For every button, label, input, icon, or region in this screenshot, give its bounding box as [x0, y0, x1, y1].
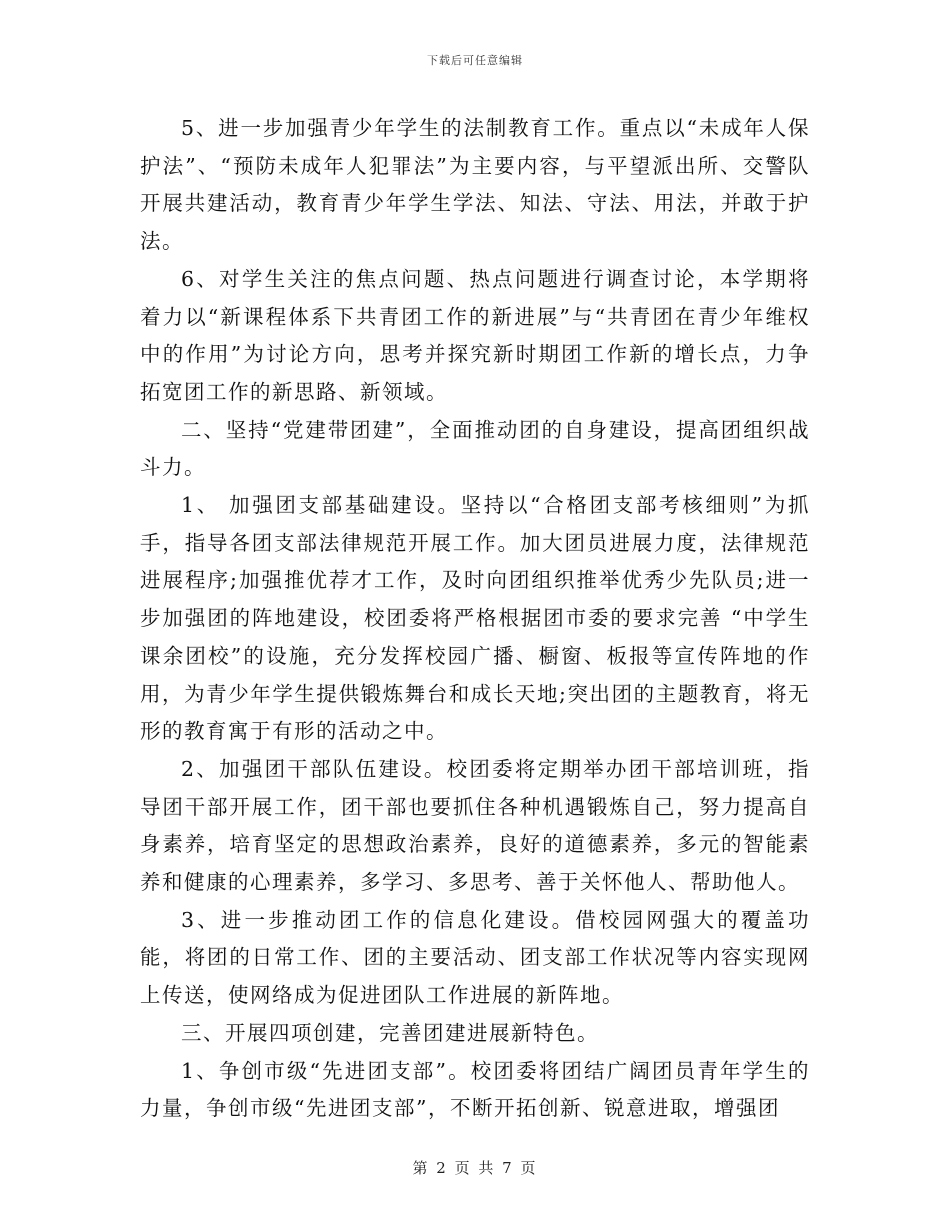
paragraph: 2、加强团干部队伍建设。校团委将定期举办团干部培训班，指导团干部开展工作，团干部也要抓住各种机遇锻炼自己，努力提高自身素养，培育坚定的思想政治素养，良好的道德素养，多元的智能素养和健康的心理素养，多学习、多思考、善于关怀他人、帮助他人。: [140, 756, 810, 895]
page-number: 第 2 页 共 7 页: [412, 1159, 538, 1177]
paragraph: 1、 加强团支部基础建设。坚持以“合格团支部考核细则”为抓手，指导各团支部法律规范开展工作。加大团员进展力度，法律规范进展程序;加强推优荐才工作，及时向团组织推举优秀少先队员;进一步加强团的阵地建设，校团委将严格根据团市委的要求完善 “中学生课余团校”的设施，充分发挥校园广播、橱窗、板报等宣传阵地的作用，为青少年学生提供锻炼舞台和成长天地;突出团的主题教育，将无形的教育寓于有形的活动之中。: [140, 493, 810, 744]
document-body: [140, 110, 810, 1128]
paragraph: 6、对学生关注的焦点问题、热点问题进行调查讨论，本学期将着力以“新课程体系下共青团工作的新进展”与“共青团在青少年维权中的作用”为讨论方向，思考并探究新时期团工作新的增长点，力争拓宽团工作的新思路、新领域。: [140, 266, 810, 404]
paragraph: 1、争创市级“先进团支部”。校团委将团结广阔团员青年学生的力量，争创市级“先进团支部”，不断开拓创新、锐意进取，增强团: [140, 1058, 810, 1121]
section-heading: 二、坚持“党建带团建”，全面推动团的自身建设，提高团组织战斗力。: [140, 417, 810, 480]
paragraph: 5、进一步加强青少年学生的法制教育工作。重点以“未成年人保护法”、“预防未成年人犯罪法”为主要内容，与平望派出所、交警队开展共建活动，教育青少年学生学法、知法、守法、用法，并敢于护法。: [140, 116, 810, 254]
paragraph: 3、进一步推动团工作的信息化建设。借校园网强大的覆盖功能，将团的日常工作、团的主要活动、团支部工作状况等内容实现网上传送，使网络成为促进团队工作进展的新阵地。: [140, 907, 810, 1008]
section-heading: 三、开展四项创建，完善团建进展新特色。: [181, 1020, 599, 1045]
page-header: 下载后可任意编辑: [427, 54, 523, 67]
